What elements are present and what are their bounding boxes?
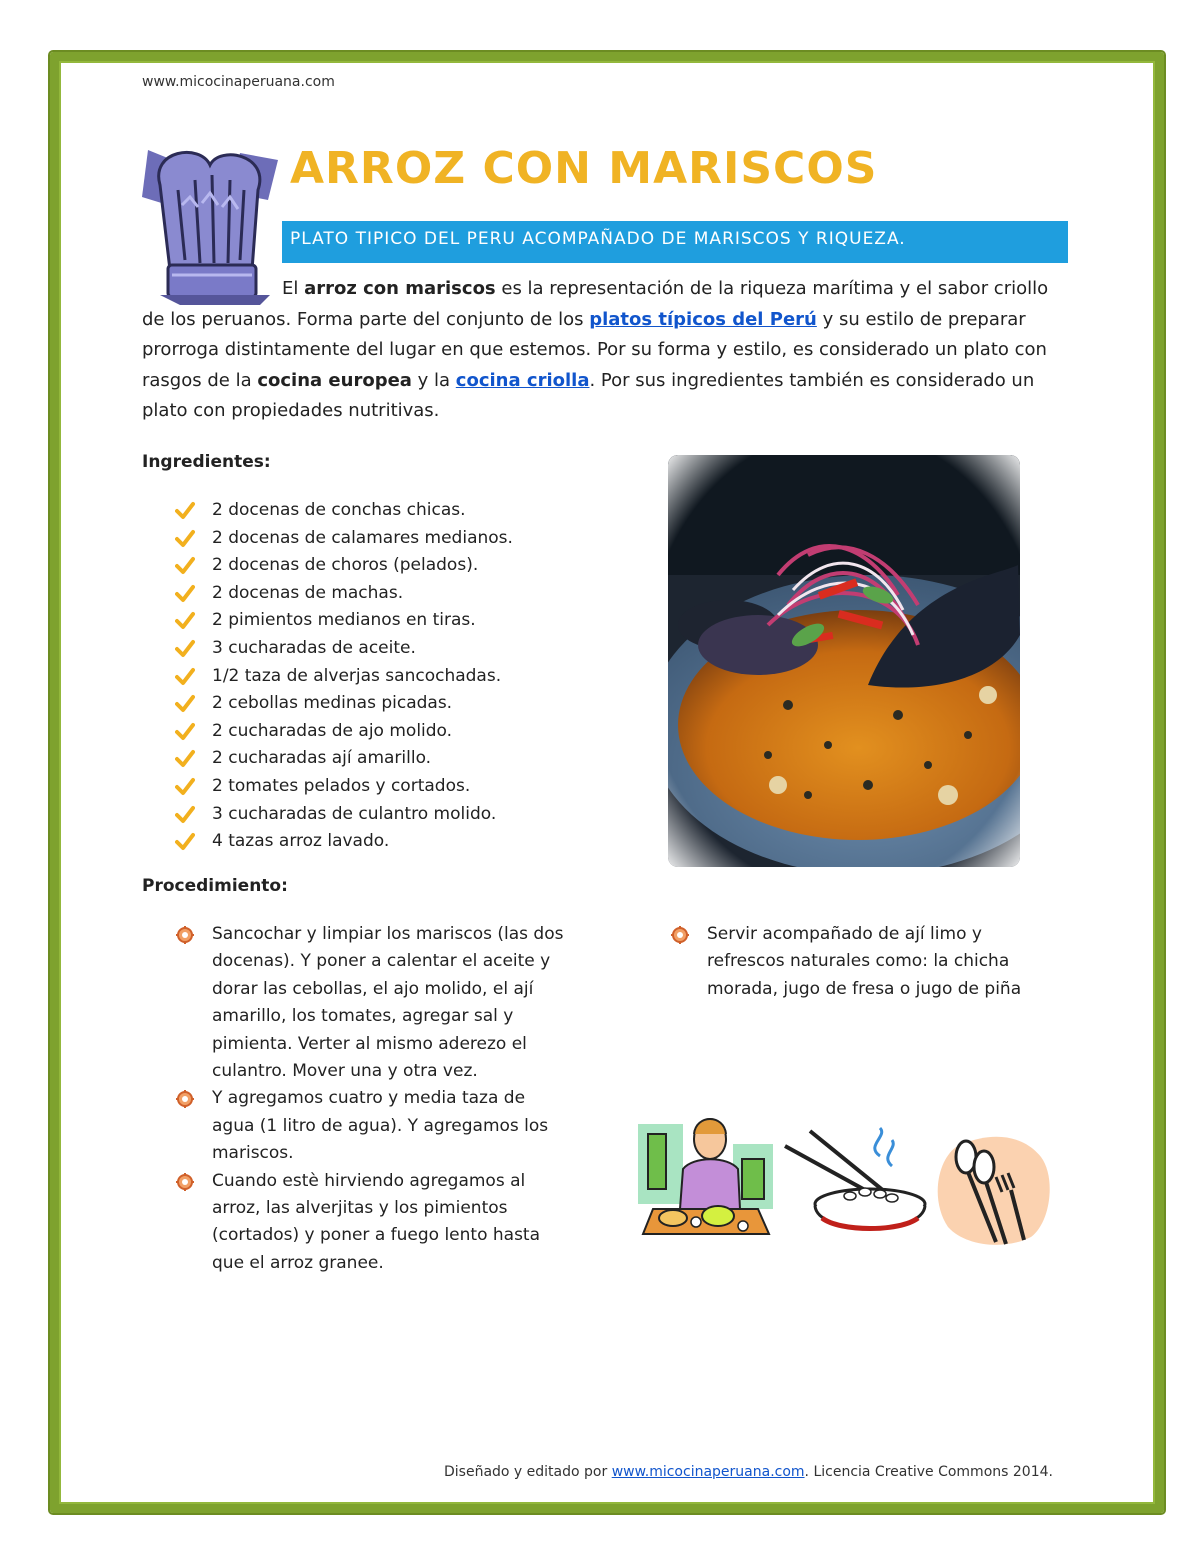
ingredients-heading: Ingredientes: xyxy=(142,452,271,472)
checkmark-icon xyxy=(175,722,195,742)
ingredient-item xyxy=(175,801,513,829)
ingredient-item xyxy=(175,497,513,525)
intro-text-3: y su estilo de preparar prorroga distintamente del lugar en que estemos. Por su forma y estilo, es considerado un plato con rasgos de la xyxy=(142,308,1047,391)
intro-bold-arroz: arroz con mariscos xyxy=(304,278,496,299)
ingredient-text: 2 pimientos medianos en tiras. xyxy=(212,610,476,631)
checkmark-icon xyxy=(175,584,195,604)
footer-suffix: . Licencia Creative Commons 2014. xyxy=(804,1464,1053,1480)
ingredient-text: 2 tomates pelados y cortados. xyxy=(212,775,471,796)
ingredient-item xyxy=(175,635,513,663)
intro-paragraph xyxy=(142,274,1062,427)
ingredient-text: 2 docenas de choros (pelados). xyxy=(212,555,479,576)
gear-bullet-icon xyxy=(670,925,690,945)
ingredient-text: 3 cucharadas de aceite. xyxy=(212,637,416,658)
procedure-list-left xyxy=(175,921,570,1277)
ingredient-item xyxy=(175,552,513,580)
link-platos-tipicos[interactable]: platos típicos del Perú xyxy=(589,308,817,330)
procedure-step xyxy=(175,921,570,1085)
ingredient-text: 4 tazas arroz lavado. xyxy=(212,831,390,852)
footer-link[interactable]: www.micocinaperuana.com xyxy=(611,1464,805,1480)
procedure-step xyxy=(175,1085,570,1167)
ingredient-item xyxy=(175,607,513,635)
intro-text-4: y la xyxy=(411,369,456,391)
checkmark-icon xyxy=(175,501,195,521)
checkmark-icon xyxy=(175,639,195,659)
rice-bowl-clipart xyxy=(780,1126,930,1246)
cook-clipart xyxy=(638,1114,774,1246)
ingredient-text: 2 cucharadas ají amarillo. xyxy=(212,748,432,769)
procedure-text: Y agregamos cuatro y media taza de agua (1 litro de agua). Y agregamos los mariscos. xyxy=(212,1088,549,1164)
gear-bullet-icon xyxy=(175,1172,195,1192)
ingredients-list xyxy=(175,497,513,856)
ingredient-item xyxy=(175,663,513,691)
gear-bullet-icon xyxy=(175,925,195,945)
ingredient-item xyxy=(175,718,513,746)
utensils-clipart xyxy=(936,1132,1054,1250)
ingredient-text: 2 cucharadas de ajo molido. xyxy=(212,720,453,741)
dish-photo xyxy=(668,455,1020,867)
ingredient-text: 2 docenas de machas. xyxy=(212,582,404,603)
checkmark-icon xyxy=(175,694,195,714)
checkmark-icon xyxy=(175,832,195,852)
ingredient-item xyxy=(175,773,513,801)
footer-prefix: Diseñado y editado por xyxy=(444,1464,612,1480)
subtitle-banner xyxy=(282,221,1068,263)
procedure-list-right xyxy=(670,921,1050,1003)
ingredient-item xyxy=(175,690,513,718)
footer-credit xyxy=(444,1464,1053,1480)
ingredient-text: 3 cucharadas de culantro molido. xyxy=(212,803,497,824)
ingredient-item xyxy=(175,580,513,608)
subtitle-text: PLATO TIPICO DEL PERU ACOMPAÑADO DE MARISCOS Y RIQUEZA. xyxy=(290,229,906,249)
procedure-step xyxy=(175,1168,570,1278)
gear-bullet-icon xyxy=(175,1089,195,1109)
page-title: ARROZ CON MARISCOS xyxy=(290,143,878,194)
ingredient-text: 1/2 taza de alverjas sancochadas. xyxy=(212,665,502,686)
site-url: www.micocinaperuana.com xyxy=(142,74,335,90)
procedure-text: Sancochar y limpiar los mariscos (las dos docenas). Y poner a calentar el aceite y dorar las cebollas, el ajo molido, el ají amarillo, los tomates, agregar sal y pimienta. Verter al mismo aderezo el culantro. Mover una y otra vez. xyxy=(212,924,564,1082)
checkmark-icon xyxy=(175,611,195,631)
checkmark-icon xyxy=(175,667,195,687)
checkmark-icon xyxy=(175,529,195,549)
ingredient-text: 2 docenas de calamares medianos. xyxy=(212,527,513,548)
checkmark-icon xyxy=(175,777,195,797)
checkmark-icon xyxy=(175,556,195,576)
procedure-heading: Procedimiento: xyxy=(142,876,288,896)
ingredient-item xyxy=(175,525,513,553)
intro-text-1: El xyxy=(282,278,305,299)
link-cocina-criolla[interactable]: cocina criolla xyxy=(455,369,590,391)
procedure-step xyxy=(670,921,1050,1003)
procedure-text: Servir acompañado de ají limo y refrescos naturales como: la chicha morada, jugo de fresa o jugo de piña xyxy=(707,924,1022,999)
ingredient-text: 2 docenas de conchas chicas. xyxy=(212,500,466,520)
intro-text-5: . Por sus ingredientes también es considerado un plato con propiedades nutritivas. xyxy=(142,369,1035,421)
intro-bold-cocina-europea: cocina europea xyxy=(257,369,412,391)
intro-text-2: es la representación de la riqueza marítima y el sabor criollo de los peruanos. Forma parte del conjunto de los xyxy=(142,278,1049,330)
procedure-text: Cuando estè hirviendo agregamos al arroz, las alverjitas y los pimientos (cortados) y poner a fuego lento hasta que el arroz granee. xyxy=(212,1170,541,1273)
ingredient-text: 2 cebollas medinas picadas. xyxy=(212,693,453,714)
ingredient-item xyxy=(175,828,513,856)
checkmark-icon xyxy=(175,749,195,769)
ingredient-item xyxy=(175,745,513,773)
checkmark-icon xyxy=(175,805,195,825)
